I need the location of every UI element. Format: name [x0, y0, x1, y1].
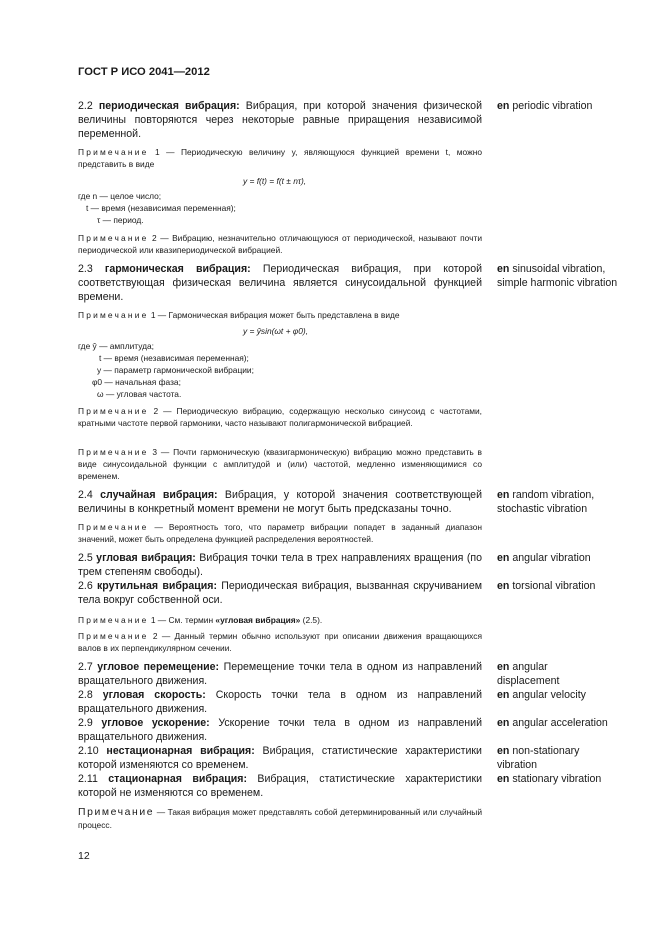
term-2-6	[78, 579, 482, 607]
en-equivalent-2-8: en angular velocity	[497, 689, 586, 701]
term-2-10	[78, 744, 482, 772]
term-definition: Вибрация точки тела в трех направлениях вращения (по трем степеням свободы).	[78, 552, 482, 578]
en-equivalent-2-5: en angular vibration	[497, 552, 591, 564]
term-2-5	[78, 551, 482, 579]
term-title: угловое ускорение:	[101, 717, 210, 729]
note-2-2-2	[78, 232, 482, 256]
note-2-11	[78, 806, 482, 831]
term-number: 2.4	[78, 489, 93, 501]
formula-periodic: y = f(t) = f(t ± nτ),	[243, 176, 307, 186]
term-reference: «угловая вибрация»	[215, 615, 301, 625]
where-t: t — время (независимая переменная);	[86, 203, 236, 213]
note-2-2-1	[78, 146, 482, 170]
where-y: y — параметр гармонической вибрации;	[97, 365, 254, 375]
term-title: нестационарная вибрация:	[106, 745, 255, 757]
term-definition: Вибрация, у которой значения соответствующей величины в конкретный момент времени не могут быть предсказаны точно.	[78, 489, 482, 515]
term-title: угловая вибрация:	[96, 552, 196, 564]
where-n: где n — целое число;	[78, 191, 162, 201]
where-phase: φ0 — начальная фаза;	[92, 377, 181, 387]
term-definition: Вибрация, статистические характеристики которой не изменяются со временем.	[78, 773, 482, 799]
term-definition: Вибрация, при которой значения физической величины повторяются через некоторые равные приращения независимой переменной.	[78, 100, 482, 140]
note-label: Примечание	[78, 233, 149, 243]
term-number: 2.2	[78, 100, 93, 112]
note-2-3-2	[78, 405, 482, 429]
note-label: Примечание	[78, 310, 149, 320]
term-title: периодическая вибрация:	[98, 100, 240, 112]
note-2-3-3	[78, 446, 482, 482]
en-equivalent-2-10: en non-stationary vibration	[497, 745, 580, 771]
term-definition: Ускорение точки тела в одном из направлений вращательного движения.	[78, 717, 482, 743]
page-number: 12	[78, 850, 90, 862]
term-number: 2.10	[78, 745, 99, 757]
term-number: 2.5	[78, 552, 93, 564]
term-definition: Периодическая вибрация, вызванная скручиванием тела вокруг собственной оси.	[78, 580, 482, 606]
where-t: t — время (независимая переменная);	[99, 353, 249, 363]
where-omega: ω — угловая частота.	[97, 389, 182, 399]
where-tau: τ — период.	[97, 215, 144, 225]
standard-header: ГОСТ Р ИСО 2041—2012	[78, 66, 210, 78]
note-text: 1 — Гармоническая вибрация может быть представлена в виде	[150, 310, 400, 320]
note-text: 3 — Почти гармоническую (квазигармоническую) вибрацию можно представить в виде синусоидальной функции с амплитудой и (или) частотой, медленно изменяющимися со временем.	[78, 447, 483, 481]
term-2-3	[78, 262, 482, 304]
note-text: 2 — Данный термин обычно используют при описании движения вращающихся валов в их перпендикулярном сечении.	[78, 631, 482, 653]
en-equivalent-2-7: en angular displacement	[497, 661, 560, 687]
note-text: 2 — Периодическую вибрацию, содержащую несколько синусоид с частотами, кратными частоте первой гармоники, часто называют полигармонической вибрацией.	[78, 406, 483, 428]
term-title: случайная вибрация:	[100, 489, 218, 501]
term-title: гармоническая вибрация:	[104, 263, 251, 275]
term-2-2	[78, 99, 482, 141]
term-definition: Вибрация, статистические характеристики которой изменяются со временем.	[78, 745, 482, 771]
term-2-11	[78, 772, 482, 800]
term-number: 2.8	[78, 689, 93, 701]
where-amplitude: где ŷ — амплитуда;	[78, 341, 154, 351]
note-2-4	[78, 521, 482, 545]
term-title: стационарная вибрация:	[108, 773, 247, 785]
note-label: Примечание	[78, 631, 149, 641]
note-label: Примечание	[78, 807, 155, 818]
en-equivalent-2-2: en periodic vibration	[497, 100, 593, 112]
term-title: угловая скорость:	[102, 689, 206, 701]
formula-harmonic: y = ŷsin(ωt + φ0),	[243, 326, 309, 336]
term-2-4	[78, 488, 482, 516]
note-label: Примечание	[78, 522, 149, 532]
en-equivalent-2-6: en torsional vibration	[497, 580, 596, 592]
en-equivalent-2-3: en sinusoidal vibration, simple harmonic vibration	[497, 263, 618, 289]
note-label: Примечание	[78, 406, 149, 416]
term-definition: Скорость точки тела в одном из направлений вращательного движения.	[78, 689, 482, 715]
note-text: — Такая вибрация может представлять собой детерминированный или случайный процесс.	[78, 807, 483, 830]
term-definition: Периодическая вибрация, при которой соответствующая физическая величина является синусоидальной функцией времени.	[78, 263, 482, 303]
term-2-7	[78, 660, 482, 688]
en-equivalent-2-11: en stationary vibration	[497, 773, 602, 785]
en-equivalent-2-4: en random vibration, stochastic vibration	[497, 489, 595, 515]
en-equivalent-2-9: en angular acceleration	[497, 717, 608, 729]
note-2-3-1	[78, 309, 482, 321]
note-text: — Вероятность того, что параметр вибрации попадет в заданный диапазон значений, может быть определена функцией распределения вероятностей.	[78, 522, 483, 544]
term-title: крутильная вибрация:	[97, 580, 217, 592]
term-2-8	[78, 688, 482, 716]
note-2-6-1: Примечание 1 — См. термин «угловая вибрация» (2.5).	[78, 615, 323, 625]
term-number: 2.7	[78, 661, 93, 673]
term-number: 2.9	[78, 717, 93, 729]
note-label: Примечание	[78, 147, 149, 157]
term-number: 2.6	[78, 580, 93, 592]
note-2-6-2	[78, 630, 482, 654]
term-2-9	[78, 716, 482, 744]
term-title: угловое перемещение:	[97, 661, 220, 673]
term-definition: Перемещение точки тела в одном из направлений вращательного движения.	[78, 661, 482, 687]
term-number: 2.3	[78, 263, 93, 275]
term-number: 2.11	[78, 773, 98, 785]
note-text: 1 — Периодическую величину y, являющуюся функцией времени t, можно представить в виде	[78, 147, 483, 169]
note-label: Примечание	[78, 447, 149, 457]
note-text: 2 — Вибрацию, незначительно отличающуюся от периодической, называют почти периодической или квазипериодической вибрацией.	[78, 233, 482, 255]
note-label: Примечание	[78, 615, 149, 625]
